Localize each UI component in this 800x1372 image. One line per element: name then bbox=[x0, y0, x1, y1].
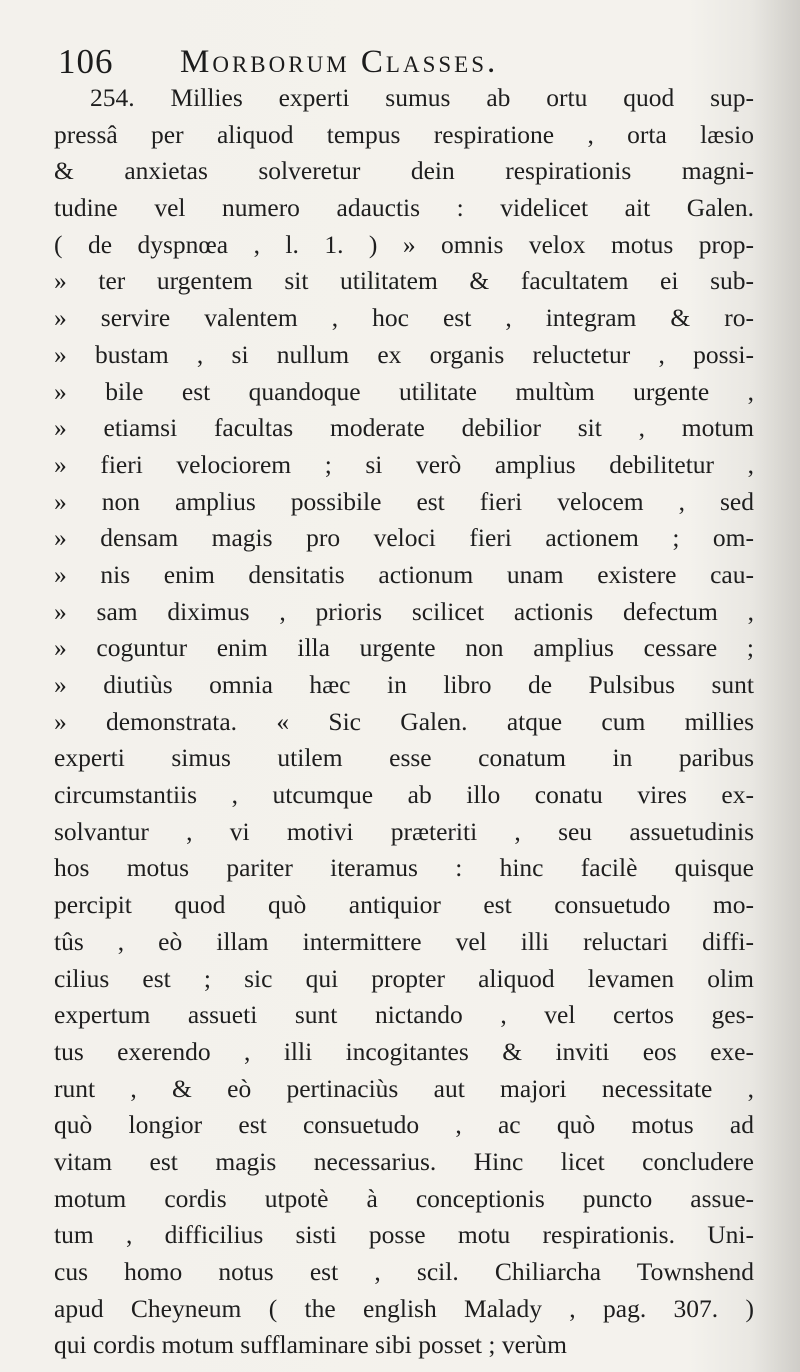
text-line: tudine vel numero adauctis : videlicet ait Galen. bbox=[54, 193, 754, 223]
text-line: » etiamsi facultas moderate debilior sit , motum bbox=[54, 413, 754, 443]
text-line: » coguntur enim illa urgente non amplius cessare ; bbox=[54, 633, 754, 663]
text-line: » sam diximus , prioris scilicet actionis defectum , bbox=[54, 596, 754, 626]
text-line: circumstantiis , utcumque ab illo conatu vires ex- bbox=[54, 780, 754, 810]
text-line: cilius est ; sic qui propter aliquod levamen olim bbox=[54, 963, 754, 993]
text-line: » ter urgentem sit utilitatem & facultatem ei sub- bbox=[54, 266, 754, 296]
text-line: tum , difficilius sisti posse motu respirationis. Uni- bbox=[54, 1220, 754, 1250]
text-line: motum cordis utpotè à conceptionis puncto assue- bbox=[54, 1183, 754, 1213]
text-line: » densam magis pro veloci fieri actionem ; om- bbox=[54, 523, 754, 553]
text-line: ( de dyspnœa , l. 1. ) » omnis velox motus prop- bbox=[54, 229, 754, 259]
text-line: tûs , eò illam intermittere vel illi reluctari diffi- bbox=[54, 926, 754, 956]
text-line: quò longior est consuetudo , ac quò motus ad bbox=[54, 1110, 754, 1140]
text-line: runt , & eò pertinaciùs aut majori necessitate , bbox=[54, 1073, 754, 1103]
text-line: percipit quod quò antiquior est consuetudo mo- bbox=[54, 890, 754, 920]
text-line: » nis enim densitatis actionum unam existere cau- bbox=[54, 559, 754, 589]
text-line: expertum assueti sunt nictando , vel certos ges- bbox=[54, 1000, 754, 1030]
text-line: » non amplius possibile est fieri velocem , sed bbox=[54, 486, 754, 516]
text-line: solvantur , vi motivi præteriti , seu assuetudinis bbox=[54, 816, 754, 846]
running-title: Morborum Classes. bbox=[180, 44, 499, 80]
text-line: cus homo notus est , scil. Chiliarcha Townshend bbox=[54, 1257, 754, 1286]
text-line: » diutiùs omnia hæc in libro de Pulsibus sunt bbox=[54, 670, 754, 699]
text-line: » servire valentem , hoc est , integram & ro- bbox=[54, 303, 754, 333]
text-line: pressâ per aliquod tempus respiratione , orta læsio bbox=[54, 119, 754, 149]
text-line: qui cordis motum sufflaminare sibi posset ; verùm bbox=[54, 1330, 568, 1360]
text-line: » demonstrata. « Sic Galen. atque cum millies bbox=[54, 706, 754, 736]
page-number: 106 bbox=[58, 42, 114, 81]
text-line: experti simus utilem esse conatum in paribus bbox=[54, 743, 754, 773]
text-line: » fieri velociorem ; si verò amplius debilitetur , bbox=[54, 449, 754, 479]
text-line: 254. Millies experti sumus ab ortu quod sup- bbox=[90, 83, 754, 112]
text-line: » bustam , si nullum ex organis reluctetur , possi- bbox=[54, 339, 754, 369]
body-text bbox=[54, 80, 754, 1364]
text-line: » bile est quandoque utilitate multùm urgente , bbox=[54, 376, 754, 406]
text-line: tus exerendo , illi incogitantes & inviti eos exe- bbox=[54, 1036, 754, 1066]
text-line: & anxietas solveretur dein respirationis magni- bbox=[54, 156, 754, 186]
text-line: apud Cheyneum ( the english Malady , pag. 307. ) bbox=[54, 1293, 754, 1323]
text-line: vitam est magis necessarius. Hinc licet concludere bbox=[54, 1146, 754, 1176]
text-line: hos motus pariter iteramus : hinc facilè quisque bbox=[54, 853, 754, 883]
